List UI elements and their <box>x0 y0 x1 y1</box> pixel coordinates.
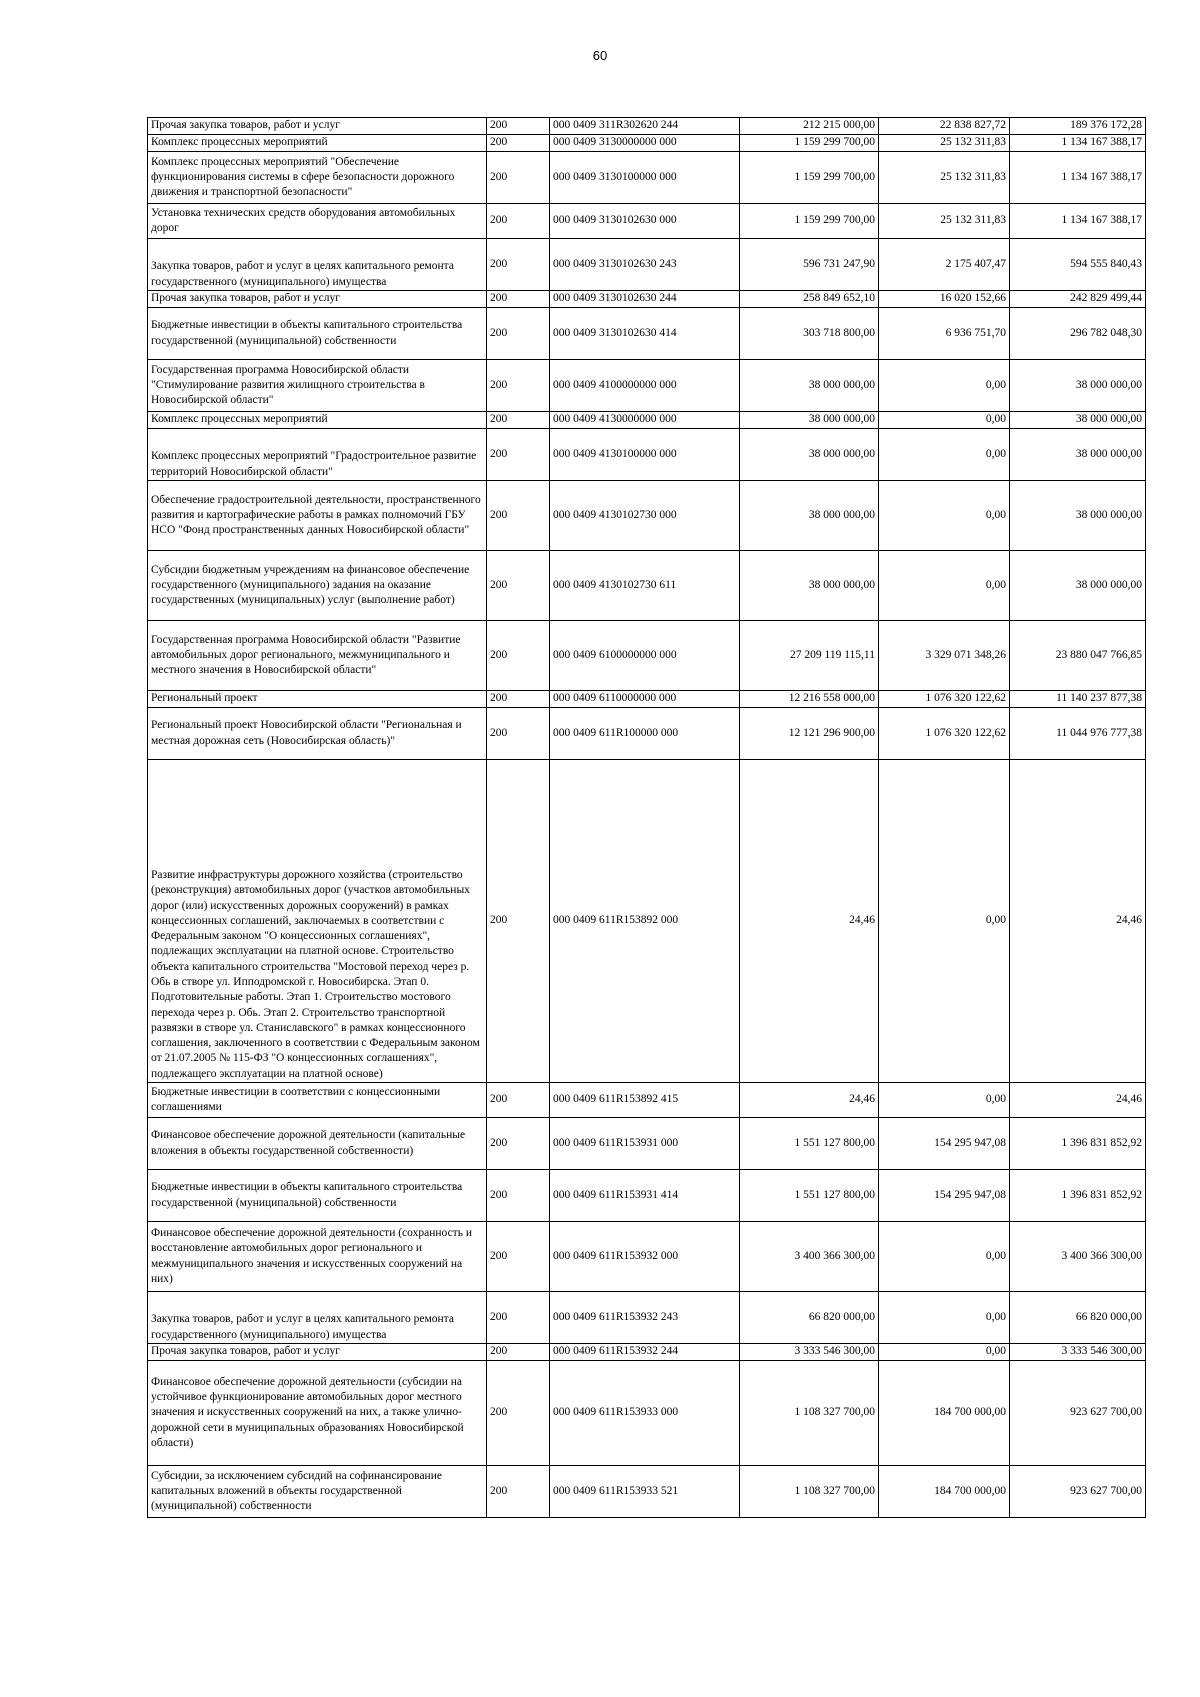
row-name-cell: Прочая закупка товаров, работ и услуг <box>148 291 487 308</box>
row-code-cell: 200 <box>487 135 550 152</box>
row-budget-code-cell: 000 0409 3130102630 244 <box>550 291 740 308</box>
row-name-cell: Финансовое обеспечение дорожной деятельности (сохранность и восстановление автомобильных дорог регионального и межмуниципального значения и искусственных сооружений на них) <box>148 1222 487 1292</box>
row-code-cell: 200 <box>487 118 550 135</box>
row-remaining-amount-cell: 3 400 366 300,00 <box>1010 1222 1146 1292</box>
row-name-cell: Развитие инфраструктуры дорожного хозяйства (строительство (реконструкция) автомобильных дорог (участков автомобильных дорог (или) искусственных дорожных сооружений) в рамках концессионных соглашений, заключаемых в соответствии с Федеральным законом "О концессионных соглашениях", подлежащих эксплуатации на платной основе. Строительство объекта капитального строительства "Мостовой переход через р. Обь в створе ул. Ипподромской г. Новосибирска. Этап 0. Подготовительные работы. Этап 1. Строительство мостового перехода через р. Обь. Этап 2. Строительство транспортной развязки в створе ул. Станиславского" в рамках концессионного соглашения, заключенного в соответствии с Федеральным законом от 21.07.2005 № 115-ФЗ "О концессионных соглашениях", подлежащего эксплуатации на платной основе) <box>148 760 487 1083</box>
row-remaining-amount-cell: 38 000 000,00 <box>1010 551 1146 621</box>
row-remaining-amount-cell: 38 000 000,00 <box>1010 429 1146 481</box>
row-code-cell: 200 <box>487 412 550 429</box>
row-approved-amount-cell: 38 000 000,00 <box>740 429 879 481</box>
row-approved-amount-cell: 38 000 000,00 <box>740 360 879 412</box>
row-executed-amount-cell: 0,00 <box>879 1222 1010 1292</box>
row-budget-code-cell: 000 0409 4130000000 000 <box>550 412 740 429</box>
row-name-cell: Обеспечение градостроительной деятельности, пространственного развития и картографические работы в рамках полномочий ГБУ НСО "Фонд пространственных данных Новосибирской области" <box>148 481 487 551</box>
row-name-cell: Бюджетные инвестиции в объекты капитального строительства государственной (муниципальной) собственности <box>148 1170 487 1222</box>
row-executed-amount-cell: 3 329 071 348,26 <box>879 621 1010 691</box>
row-code-cell: 200 <box>487 239 550 291</box>
row-executed-amount-cell: 1 076 320 122,62 <box>879 691 1010 708</box>
row-budget-code-cell: 000 0409 4130102730 611 <box>550 551 740 621</box>
table-row <box>148 1222 1146 1292</box>
table-row <box>148 1466 1146 1518</box>
row-executed-amount-cell: 0,00 <box>879 481 1010 551</box>
table-row <box>148 1344 1146 1361</box>
row-remaining-amount-cell: 38 000 000,00 <box>1010 360 1146 412</box>
row-budget-code-cell: 000 0409 3130100000 000 <box>550 152 740 204</box>
row-approved-amount-cell: 66 820 000,00 <box>740 1292 879 1344</box>
row-code-cell: 200 <box>487 308 550 360</box>
row-approved-amount-cell: 38 000 000,00 <box>740 551 879 621</box>
row-approved-amount-cell: 12 121 296 900,00 <box>740 708 879 760</box>
row-name-cell: Прочая закупка товаров, работ и услуг <box>148 1344 487 1361</box>
row-name-cell: Государственная программа Новосибирской области "Стимулирование развития жилищного строительства в Новосибирской области" <box>148 360 487 412</box>
table-row <box>148 291 1146 308</box>
table-row <box>148 412 1146 429</box>
row-name-cell: Бюджетные инвестиции в соответствии с концессионными соглашениями <box>148 1083 487 1118</box>
row-executed-amount-cell: 1 076 320 122,62 <box>879 708 1010 760</box>
row-name-cell: Закупка товаров, работ и услуг в целях капитального ремонта государственного (муниципального) имущества <box>148 239 487 291</box>
row-remaining-amount-cell: 1 134 167 388,17 <box>1010 152 1146 204</box>
row-approved-amount-cell: 1 159 299 700,00 <box>740 152 879 204</box>
row-remaining-amount-cell: 38 000 000,00 <box>1010 481 1146 551</box>
row-remaining-amount-cell: 38 000 000,00 <box>1010 412 1146 429</box>
table-row <box>148 360 1146 412</box>
row-executed-amount-cell: 16 020 152,66 <box>879 291 1010 308</box>
row-approved-amount-cell: 212 215 000,00 <box>740 118 879 135</box>
row-approved-amount-cell: 596 731 247,90 <box>740 239 879 291</box>
row-budget-code-cell: 000 0409 611R100000 000 <box>550 708 740 760</box>
table-row <box>148 204 1146 239</box>
row-budget-code-cell: 000 0409 3130102630 000 <box>550 204 740 239</box>
row-remaining-amount-cell: 189 376 172,28 <box>1010 118 1146 135</box>
row-remaining-amount-cell: 23 880 047 766,85 <box>1010 621 1146 691</box>
table-row <box>148 152 1146 204</box>
table-row <box>148 308 1146 360</box>
table-row <box>148 760 1146 1083</box>
row-executed-amount-cell: 0,00 <box>879 760 1010 1083</box>
row-name-cell: Субсидии бюджетным учреждениям на финансовое обеспечение государственного (муниципального) задания на оказание государственных (муниципальных) услуг (выполнение работ) <box>148 551 487 621</box>
row-budget-code-cell: 000 0409 311R302620 244 <box>550 118 740 135</box>
row-code-cell: 200 <box>487 1466 550 1518</box>
row-budget-code-cell: 000 0409 3130102630 243 <box>550 239 740 291</box>
row-name-cell: Финансовое обеспечение дорожной деятельности (субсидии на устойчивое функционирование автомобильных дорог местного значения и искусственных сооружений на них, а также улично-дорожной сети в муниципальных образованиях Новосибирской области) <box>148 1361 487 1466</box>
row-budget-code-cell: 000 0409 611R153932 243 <box>550 1292 740 1344</box>
row-code-cell: 200 <box>487 1344 550 1361</box>
row-code-cell: 200 <box>487 691 550 708</box>
row-code-cell: 200 <box>487 1222 550 1292</box>
table-row <box>148 1292 1146 1344</box>
row-budget-code-cell: 000 0409 611R153932 244 <box>550 1344 740 1361</box>
row-budget-code-cell: 000 0409 6100000000 000 <box>550 621 740 691</box>
row-budget-code-cell: 000 0409 4130102730 000 <box>550 481 740 551</box>
row-remaining-amount-cell: 923 627 700,00 <box>1010 1466 1146 1518</box>
row-name-cell: Комплекс процессных мероприятий <box>148 412 487 429</box>
row-name-cell: Бюджетные инвестиции в объекты капитального строительства государственной (муниципальной) собственности <box>148 308 487 360</box>
row-executed-amount-cell: 25 132 311,83 <box>879 204 1010 239</box>
row-budget-code-cell: 000 0409 611R153931 000 <box>550 1118 740 1170</box>
row-remaining-amount-cell: 1 134 167 388,17 <box>1010 135 1146 152</box>
table-row <box>148 135 1146 152</box>
table-row <box>148 118 1146 135</box>
row-name-cell: Закупка товаров, работ и услуг в целях капитального ремонта государственного (муниципального) имущества <box>148 1292 487 1344</box>
row-budget-code-cell: 000 0409 3130000000 000 <box>550 135 740 152</box>
row-budget-code-cell: 000 0409 3130102630 414 <box>550 308 740 360</box>
row-code-cell: 200 <box>487 481 550 551</box>
row-budget-code-cell: 000 0409 611R153892 000 <box>550 760 740 1083</box>
budget-table-body <box>148 118 1146 1518</box>
row-code-cell: 200 <box>487 621 550 691</box>
row-name-cell: Финансовое обеспечение дорожной деятельности (капитальные вложения в объекты государственной собственности) <box>148 1118 487 1170</box>
row-name-cell: Прочая закупка товаров, работ и услуг <box>148 118 487 135</box>
row-remaining-amount-cell: 24,46 <box>1010 1083 1146 1118</box>
table-row <box>148 429 1146 481</box>
row-approved-amount-cell: 1 108 327 700,00 <box>740 1466 879 1518</box>
table-row <box>148 551 1146 621</box>
row-remaining-amount-cell: 1 134 167 388,17 <box>1010 204 1146 239</box>
row-executed-amount-cell: 22 838 827,72 <box>879 118 1010 135</box>
row-executed-amount-cell: 0,00 <box>879 1083 1010 1118</box>
row-executed-amount-cell: 184 700 000,00 <box>879 1466 1010 1518</box>
table-row <box>148 1170 1146 1222</box>
row-executed-amount-cell: 0,00 <box>879 1292 1010 1344</box>
table-row <box>148 1083 1146 1118</box>
row-remaining-amount-cell: 11 044 976 777,38 <box>1010 708 1146 760</box>
row-remaining-amount-cell: 1 396 831 852,92 <box>1010 1170 1146 1222</box>
page-number: 60 <box>592 48 608 63</box>
row-executed-amount-cell: 0,00 <box>879 429 1010 481</box>
row-code-cell: 200 <box>487 760 550 1083</box>
row-code-cell: 200 <box>487 429 550 481</box>
row-remaining-amount-cell: 3 333 546 300,00 <box>1010 1344 1146 1361</box>
row-approved-amount-cell: 3 400 366 300,00 <box>740 1222 879 1292</box>
row-budget-code-cell: 000 0409 6110000000 000 <box>550 691 740 708</box>
row-approved-amount-cell: 38 000 000,00 <box>740 481 879 551</box>
row-code-cell: 200 <box>487 1083 550 1118</box>
row-approved-amount-cell: 24,46 <box>740 1083 879 1118</box>
row-remaining-amount-cell: 66 820 000,00 <box>1010 1292 1146 1344</box>
row-code-cell: 200 <box>487 1292 550 1344</box>
row-executed-amount-cell: 0,00 <box>879 551 1010 621</box>
row-remaining-amount-cell: 242 829 499,44 <box>1010 291 1146 308</box>
row-executed-amount-cell: 0,00 <box>879 412 1010 429</box>
row-remaining-amount-cell: 296 782 048,30 <box>1010 308 1146 360</box>
row-executed-amount-cell: 25 132 311,83 <box>879 152 1010 204</box>
row-name-cell: Комплекс процессных мероприятий "Обеспечение функционирования системы в сфере безопасности дорожного движения и транспортной безопасности" <box>148 152 487 204</box>
row-name-cell: Комплекс процессных мероприятий "Градостроительное развитие территорий Новосибирской области" <box>148 429 487 481</box>
row-approved-amount-cell: 1 551 127 800,00 <box>740 1170 879 1222</box>
row-code-cell: 200 <box>487 1118 550 1170</box>
table-row <box>148 481 1146 551</box>
row-name-cell: Комплекс процессных мероприятий <box>148 135 487 152</box>
row-approved-amount-cell: 38 000 000,00 <box>740 412 879 429</box>
row-code-cell: 200 <box>487 152 550 204</box>
row-remaining-amount-cell: 594 555 840,43 <box>1010 239 1146 291</box>
row-code-cell: 200 <box>487 204 550 239</box>
row-approved-amount-cell: 12 216 558 000,00 <box>740 691 879 708</box>
row-code-cell: 200 <box>487 291 550 308</box>
row-budget-code-cell: 000 0409 611R153933 521 <box>550 1466 740 1518</box>
table-row <box>148 1118 1146 1170</box>
row-budget-code-cell: 000 0409 611R153932 000 <box>550 1222 740 1292</box>
row-approved-amount-cell: 303 718 800,00 <box>740 308 879 360</box>
row-name-cell: Региональный проект Новосибирской области "Региональная и местная дорожная сеть (Новосибирская область)" <box>148 708 487 760</box>
row-approved-amount-cell: 1 551 127 800,00 <box>740 1118 879 1170</box>
row-approved-amount-cell: 3 333 546 300,00 <box>740 1344 879 1361</box>
row-executed-amount-cell: 0,00 <box>879 360 1010 412</box>
table-row <box>148 708 1146 760</box>
row-code-cell: 200 <box>487 1170 550 1222</box>
row-approved-amount-cell: 1 159 299 700,00 <box>740 204 879 239</box>
row-name-cell: Установка технических средств оборудования автомобильных дорог <box>148 204 487 239</box>
row-executed-amount-cell: 184 700 000,00 <box>879 1361 1010 1466</box>
row-budget-code-cell: 000 0409 4130100000 000 <box>550 429 740 481</box>
budget-table <box>147 117 1146 1518</box>
table-row <box>148 691 1146 708</box>
row-executed-amount-cell: 154 295 947,08 <box>879 1118 1010 1170</box>
row-remaining-amount-cell: 923 627 700,00 <box>1010 1361 1146 1466</box>
row-remaining-amount-cell: 24,46 <box>1010 760 1146 1083</box>
row-remaining-amount-cell: 11 140 237 877,38 <box>1010 691 1146 708</box>
table-row <box>148 621 1146 691</box>
table-row <box>148 239 1146 291</box>
row-approved-amount-cell: 1 159 299 700,00 <box>740 135 879 152</box>
table-row <box>148 1361 1146 1466</box>
row-executed-amount-cell: 25 132 311,83 <box>879 135 1010 152</box>
row-executed-amount-cell: 6 936 751,70 <box>879 308 1010 360</box>
row-code-cell: 200 <box>487 551 550 621</box>
row-name-cell: Региональный проект <box>148 691 487 708</box>
row-remaining-amount-cell: 1 396 831 852,92 <box>1010 1118 1146 1170</box>
row-approved-amount-cell: 27 209 119 115,11 <box>740 621 879 691</box>
row-name-cell: Субсидии, за исключением субсидий на софинансирование капитальных вложений в объекты государственной (муниципальной) собственности <box>148 1466 487 1518</box>
row-budget-code-cell: 000 0409 4100000000 000 <box>550 360 740 412</box>
row-executed-amount-cell: 0,00 <box>879 1344 1010 1361</box>
row-approved-amount-cell: 1 108 327 700,00 <box>740 1361 879 1466</box>
row-budget-code-cell: 000 0409 611R153892 415 <box>550 1083 740 1118</box>
row-approved-amount-cell: 24,46 <box>740 760 879 1083</box>
row-code-cell: 200 <box>487 360 550 412</box>
row-executed-amount-cell: 2 175 407,47 <box>879 239 1010 291</box>
row-approved-amount-cell: 258 849 652,10 <box>740 291 879 308</box>
row-budget-code-cell: 000 0409 611R153933 000 <box>550 1361 740 1466</box>
row-code-cell: 200 <box>487 708 550 760</box>
row-executed-amount-cell: 154 295 947,08 <box>879 1170 1010 1222</box>
row-budget-code-cell: 000 0409 611R153931 414 <box>550 1170 740 1222</box>
row-code-cell: 200 <box>487 1361 550 1466</box>
row-name-cell: Государственная программа Новосибирской области "Развитие автомобильных дорог регионального, межмуниципального и местного значения в Новосибирской области" <box>148 621 487 691</box>
